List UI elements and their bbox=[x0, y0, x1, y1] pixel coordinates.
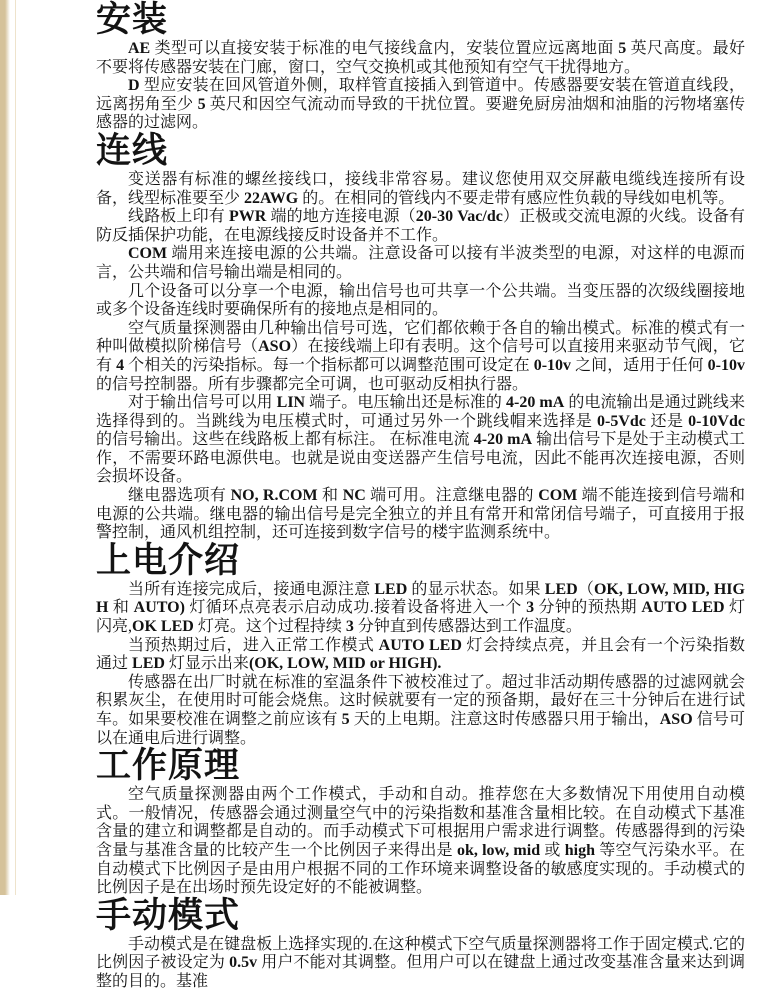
section-title-install: 安装 bbox=[96, 0, 169, 39]
paragraph-wiring-1: 变送器有标准的螺丝接线口，接线非常容易。建议您使用双交屏蔽电缆线连接所有设备，线型标准要至少 22AWG 的。在相同的管线内不要走带有感应性负载的导线如电机等。 bbox=[96, 170, 745, 207]
page-edge-strip bbox=[0, 0, 10, 895]
paragraph-wiring-6: 对于输出信号可以用 LIN 端子。电压输出还是标准的 4-20 mA 的电流输出是通过跳线来选择得到的。当跳线为电压模式时，可通过另外一个跳线帽来选择是 0-5Vdc 还是 0-10Vdc 的信号输出。这些在线路板上都有标注。 在标准电流 4-20 mA 输出信号下是处于主动模式工作，不需要环路电源供电。也就是说由变送器产生信号电流，因此不能再次连接电源，否则会损坏设备。 bbox=[96, 394, 745, 486]
paragraph-wiring-3: COM 端用来连接电源的公共端。注意设备可以接有半波类型的电源，对这样的电源而言，公共端和信号输出端是相同的。 bbox=[96, 245, 745, 281]
paragraph-wiring-4: 几个设备可以分享一个电源，输出信号也可共享一个公共端。当变压器的次级线圈接地或多个设备连线时要确保所有的接地点是相同的。 bbox=[96, 282, 745, 319]
paragraph-working-principle-1: 空气质量探测器由两个工作模式，手动和自动。推荐您在大多数情况下用使用自动模式。一般情况，传感器会通过测量空气中的污染指数和基准含量相比较。在自动模式下基准含量的建立和调整都是自动的。而手动模式下可根据用户需求进行调整。传感器得到的污染含量与基准含量的比较产生一个比例因子来得出是 ok, low, mid 或 high 等空气污染水平。在自动模式下比例因子是由用户根据不同的工作环境来调整设备的敏感度实现的。手动模式的比例因子是在出场时预先设定好的不能被调整。 bbox=[96, 786, 745, 897]
paragraph-install-2: D 型应安装在回风管道外侧，取样管直接插入到管道中。传感器要安装在管道直线段，远离拐角至少 5 英尺和因空气流动而导致的干扰位置。要避免厨房油烟和油脂的污物堵塞传感器的过滤网。 bbox=[96, 77, 745, 132]
section-title-wiring: 连线 bbox=[96, 130, 169, 170]
paragraph-wiring-5: 空气质量探测器由几种输出信号可选，它们都依赖于各自的输出模式。标准的模式有一种叫做模拟阶梯信号（ASO）在接线端上印有表明。这个信号可以直接用来驱动节气阀，它有 4 个相关的污染指标。每一个指标都可以调整范围可设定在 0-10v 之间，适用于任何 0-10v 的信号控制器。所有步骤都完全可调，也可驱动反相执行器。 bbox=[96, 319, 745, 393]
section-title-manual-mode: 手动模式 bbox=[96, 895, 241, 935]
paragraph-manual-mode-1: 手动模式是在键盘板上选择实现的.在这种模式下空气质量探测器将工作于固定模式.它的比例因子被设定为 0.5v 用户不能对其调整。但用户可以在键盘上通过改变基准含量来达到调整的目的。基准 bbox=[96, 935, 745, 990]
paragraph-wiring-2: 线路板上印有 PWR 端的地方连接电源（20-30 Vac/dc）正极或交流电源的火线。设备有防反插保护功能，在电源线接反时设备并不工作。 bbox=[96, 208, 745, 244]
paragraph-install-1: AE 类型可以直接安装于标准的电气接线盒内，安装位置应远离地面 5 英尺高度。最好不要将传感器安装在门廊，窗口，空气交换机或其他预知有空气干扰得地方。 bbox=[96, 40, 745, 76]
paragraph-wiring-7: 继电器选项有 NO, R.COM 和 NC 端可用。注意继电器的 COM 端不能连接到信号端和电源的公共端。继电器的输出信号是完全独立的并且有常开和常闭信号端子，可直接用于报警控制，通风机组控制，还可连接到数字信号的楼宇监测系统中。 bbox=[96, 487, 745, 542]
paragraph-power-on-3: 传感器在出厂时就在标准的室温条件下被校准过了。超过非活动期传感器的过滤网就会积累灰尘，在使用时可能会烧焦。这时候就要有一定的预备期，最好在三十分钟后在进行试车。如果要校准在调整之前应该有 5 天的上电期。注意这时传感器只用于输出，ASO 信号可以在通电后进行调整。 bbox=[96, 673, 745, 747]
paragraph-power-on-1: 当所有连接完成后，接通电源注意 LED 的显示状态。如果 LED（OK, LOW, MID, HIGH 和 AUTO) 灯循环点亮表示启动成功.接着设备将进入一个 3 分钟的预热期 AUTO LED 灯闪亮,OK LED 灯亮。这个过程持续 3 分钟直到传感器达到工作温度。 bbox=[96, 580, 745, 636]
paragraph-power-on-2: 当预热期过后，进入正常工作模式 AUTO LED 灯会持续点亮，并且会有一个污染指数通过 LED 灯显示出来(OK, LOW, MID or HIGH). bbox=[96, 636, 745, 673]
section-title-working-principle: 工作原理 bbox=[96, 746, 241, 786]
section-title-power-on: 上电介绍 bbox=[96, 540, 241, 580]
page-edge-line bbox=[15, 0, 16, 895]
